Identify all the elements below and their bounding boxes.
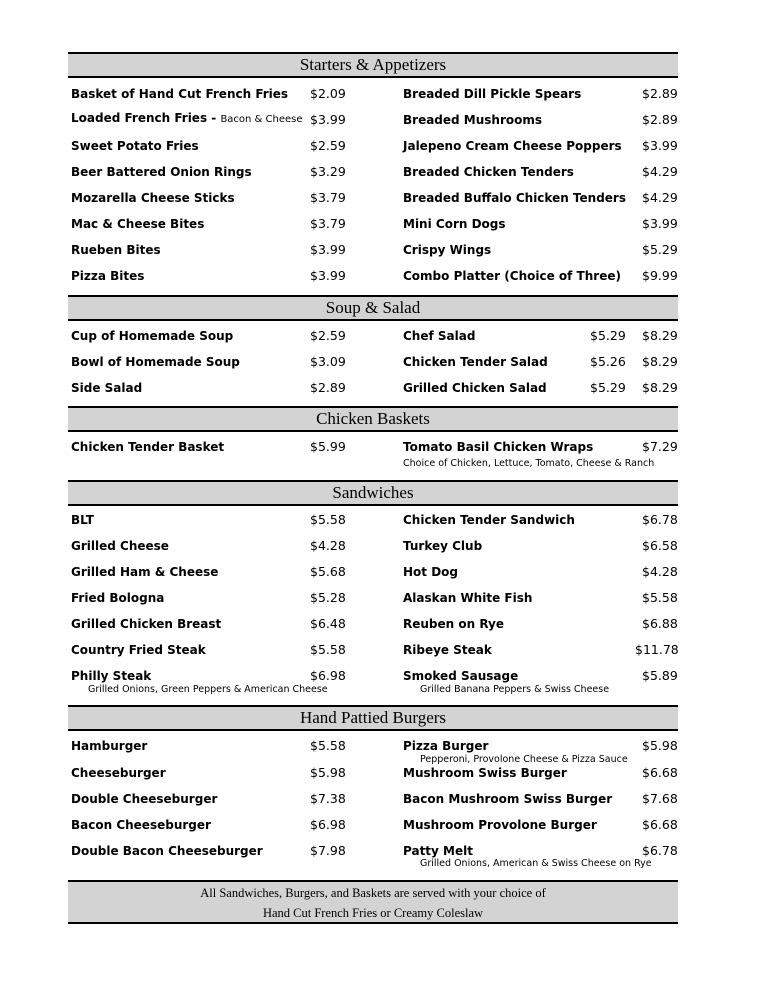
menu-item-price: $4.29 [642, 190, 678, 205]
menu-item-note: Grilled Onions, Green Peppers & American Cheese [88, 684, 328, 695]
menu-item-price: $2.89 [642, 86, 678, 101]
menu-item-price: $5.29 [642, 242, 678, 257]
menu-item-name: Grilled Ham & Cheese [71, 565, 219, 579]
menu-item-price: $4.28 [642, 564, 678, 579]
menu-item-price: $6.98 [310, 668, 346, 683]
menu-item-price: $5.28 [310, 590, 346, 605]
menu-item-name: Double Cheeseburger [71, 792, 218, 806]
menu-item-price: $8.29 [642, 354, 678, 369]
menu-item-price: $6.48 [310, 616, 346, 631]
menu-item-name: Cheeseburger [71, 766, 166, 780]
menu-item-price: $3.99 [310, 242, 346, 257]
menu-item-name: Hot Dog [403, 565, 458, 579]
menu-item-price: $2.59 [310, 328, 346, 343]
menu-item-name: Ribeye Steak [403, 643, 492, 657]
menu-item-name: Pizza Bites [71, 269, 145, 283]
menu-item-price: $8.29 [642, 328, 678, 343]
menu-item-price: $7.38 [310, 791, 346, 806]
menu-item-price: $3.99 [642, 216, 678, 231]
menu-item-price: $5.58 [642, 590, 678, 605]
menu-item-name: Grilled Chicken Salad [403, 381, 547, 395]
menu-item-price: $3.79 [310, 190, 346, 205]
menu-item-price: $4.29 [642, 164, 678, 179]
section-header-soup-salad: Soup & Salad [68, 295, 678, 321]
menu-item-price: $2.59 [310, 138, 346, 153]
menu-item-price-small: $5.29 [590, 328, 626, 343]
section-header-chicken-baskets: Chicken Baskets [68, 406, 678, 432]
menu-item-label: Loaded French Fries - [71, 111, 217, 125]
menu-item-price: $2.89 [642, 112, 678, 127]
section-header-burgers: Hand Pattied Burgers [68, 705, 678, 731]
section-header-starters: Starters & Appetizers [68, 52, 678, 78]
menu-item-name: Grilled Chicken Breast [71, 617, 222, 631]
footer-line-2: Hand Cut French Fries or Creamy Coleslaw [262, 906, 484, 920]
menu-item-price: $5.68 [310, 564, 346, 579]
menu-item-price: $8.29 [642, 380, 678, 395]
menu-item-note: Grilled Banana Peppers & Swiss Cheese [420, 684, 610, 695]
menu-item-price: $5.58 [310, 512, 346, 527]
menu-item-name: Bacon Cheeseburger [71, 818, 211, 832]
menu-item-price: $3.09 [310, 354, 346, 369]
menu-item-name: Double Bacon Cheeseburger [71, 844, 263, 858]
menu-item-name: Side Salad [71, 381, 143, 395]
menu-item-name: Cup of Homemade Soup [71, 329, 234, 343]
menu-item-name: Breaded Chicken Tenders [403, 165, 574, 179]
menu-item-name: Fried Bologna [71, 591, 165, 605]
menu-item-price: $6.68 [642, 817, 678, 832]
menu-item-price: $9.99 [642, 268, 678, 283]
menu-item-note: Grilled Onions, American & Swiss Cheese on Rye [420, 858, 652, 869]
menu-item-name: Pizza Burger [403, 739, 489, 753]
menu-item-price: $6.78 [642, 512, 678, 527]
menu-item-price: $6.78 [642, 843, 678, 858]
menu-item-name: Reuben on Rye [403, 617, 504, 631]
menu-item-name: Basket of Hand Cut French Fries [71, 87, 289, 101]
menu-item-price: $5.58 [310, 642, 346, 657]
menu-item-name: Smoked Sausage [403, 669, 519, 683]
menu-item-name: Patty Melt [403, 844, 473, 858]
menu-item-note: Bacon & Cheese [220, 114, 303, 125]
menu-item-price: $3.79 [310, 216, 346, 231]
menu-item-name: Combo Platter (Choice of Three) [403, 269, 621, 283]
menu-item-price: $2.09 [310, 86, 346, 101]
menu-item-name: Mac & Cheese Bites [71, 217, 205, 231]
menu-item-name: Breaded Dill Pickle Spears [403, 87, 582, 101]
menu-item-note: Pepperoni, Provolone Cheese & Pizza Sauce [420, 754, 628, 765]
menu-item-name: Mini Corn Dogs [403, 217, 506, 231]
menu-item-price: $6.58 [642, 538, 678, 553]
menu-item-price: $5.99 [310, 439, 346, 454]
menu-item-price: $7.98 [310, 843, 346, 858]
menu-item-price: $3.99 [310, 268, 346, 283]
menu-item-name: Beer Battered Onion Rings [71, 165, 252, 179]
menu-item-name: Country Fried Steak [71, 643, 206, 657]
menu-item-price: $4.28 [310, 538, 346, 553]
menu-item-price: $5.89 [642, 668, 678, 683]
menu-item-name: Mushroom Provolone Burger [403, 818, 597, 832]
menu-item-name: Chicken Tender Salad [403, 355, 548, 369]
menu-item-price-small: $5.29 [590, 380, 626, 395]
footer-line-1: All Sandwiches, Burgers, and Baskets are served with your choice of [200, 886, 546, 900]
menu-item-name: Tomato Basil Chicken Wraps [403, 440, 594, 454]
menu-item-price: $3.99 [642, 138, 678, 153]
menu-item-name: BLT [71, 513, 94, 527]
menu-item-name: Mushroom Swiss Burger [403, 766, 567, 780]
menu-item-price-small: $5.26 [590, 354, 626, 369]
menu-item-price: $5.98 [642, 738, 678, 753]
menu-item-price: $11.78 [635, 642, 679, 657]
menu-item-name: Bacon Mushroom Swiss Burger [403, 792, 613, 806]
menu-item-name: Grilled Cheese [71, 539, 169, 553]
menu-item-price: $3.99 [310, 112, 346, 127]
section-header-sandwiches: Sandwiches [68, 480, 678, 506]
menu-item-price: $5.98 [310, 765, 346, 780]
menu-item-name: Sweet Potato Fries [71, 139, 199, 153]
menu-item-name: Breaded Buffalo Chicken Tenders [403, 191, 626, 205]
menu-item-price: $6.98 [310, 817, 346, 832]
footer-note [68, 880, 678, 924]
menu-item-price: $7.29 [642, 439, 678, 454]
menu-item-name: Bowl of Homemade Soup [71, 355, 240, 369]
menu-item-name: Chicken Tender Sandwich [403, 513, 575, 527]
menu-item-name: Chef Salad [403, 329, 476, 343]
menu-item-price: $6.88 [642, 616, 678, 631]
menu-item-name: Crispy Wings [403, 243, 492, 257]
menu-item-price: $5.58 [310, 738, 346, 753]
menu-item-price: $6.68 [642, 765, 678, 780]
menu-item-name: Breaded Mushrooms [403, 113, 543, 127]
menu-item-price: $2.89 [310, 380, 346, 395]
menu-item-name: Hamburger [71, 739, 148, 753]
menu-item-price: $7.68 [642, 791, 678, 806]
menu-item-price: $3.29 [310, 164, 346, 179]
menu-item-name: Turkey Club [403, 539, 483, 553]
menu-item-name: Rueben Bites [71, 243, 161, 257]
menu-item-name: Jalepeno Cream Cheese Poppers [403, 139, 622, 153]
menu-item-note: Choice of Chicken, Lettuce, Tomato, Cheese & Ranch [403, 458, 655, 469]
menu-item-name: Alaskan White Fish [403, 591, 533, 605]
menu-item-name: Chicken Tender Basket [71, 440, 225, 454]
menu-item-name: Philly Steak [71, 669, 152, 683]
menu-item-name [71, 111, 303, 127]
menu-item-name: Mozarella Cheese Sticks [71, 191, 235, 205]
